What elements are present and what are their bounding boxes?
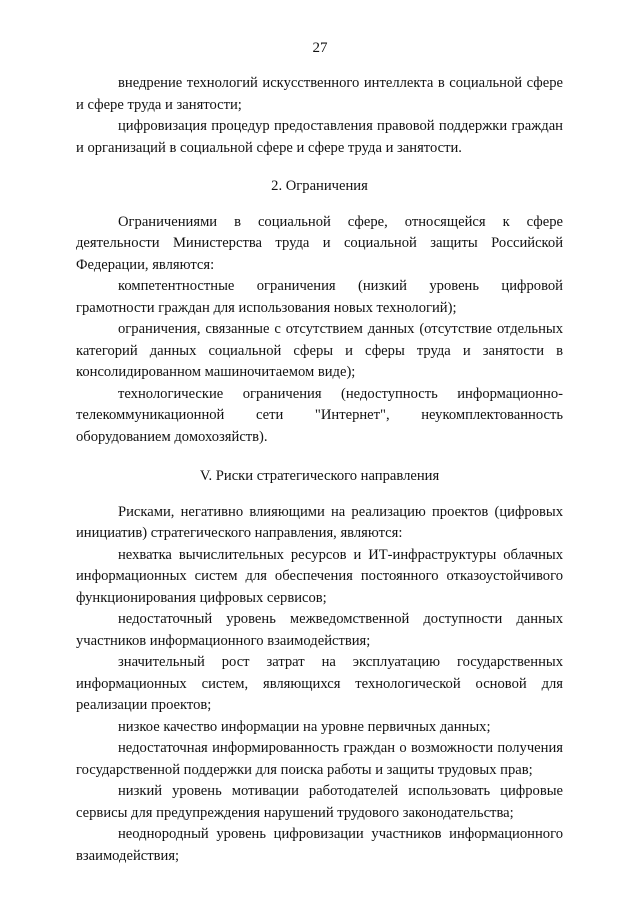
risk-item: недостаточный уровень межведомственной доступности данных участников информационного взаимодействия; (76, 611, 563, 649)
risk-item: неоднородный уровень цифровизации участников информационного взаимодействия; (76, 826, 563, 864)
intro-item: внедрение технологий искусственного интеллекта в социальной сфере и сфере труда и занятости; (76, 75, 563, 113)
risk-item: недостаточная информированность граждан о возможности получения государственной поддержки для поиска работы и защиты трудовых прав; (76, 740, 563, 778)
section-heading-restrictions: 2. Ограничения (271, 178, 368, 194)
intro-item: цифровизация процедур предоставления правовой поддержки граждан и организаций в социальной сфере и сфере труда и занятости. (76, 118, 563, 156)
risk-item: низкое качество информации на уровне первичных данных; (118, 718, 491, 735)
risk-item: нехватка вычислительных ресурсов и ИТ-инфраструктуры облачных информационных систем для обеспечения постоянного отказоустойчивого функционирования цифровых сервисов; (76, 546, 563, 606)
restriction-item: компетентностные ограничения (низкий уровень цифровой грамотности граждан для использования новых технологий); (76, 278, 563, 316)
page-content (76, 73, 563, 867)
page-number: 27 (312, 40, 328, 56)
risk-item: низкий уровень мотивации работодателей использовать цифровые сервисы для предупреждения нарушений трудового законодательства; (76, 783, 563, 821)
risk-item: значительный рост затрат на эксплуатацию государственных информационных систем, являющихся технологической основой для реализации проектов; (76, 654, 563, 713)
restrictions-intro: Ограничениями в социальной сфере, относящейся к сфере деятельности Министерства труда и социальной защиты Российской Федерации, являются: (76, 213, 563, 273)
restriction-item: ограничения, связанные с отсутствием данных (отсутствие отдельных категорий данных социальной сферы и сферы труда и занятости в консолидированном машиночитаемом виде); (76, 321, 563, 380)
restriction-item: технологические ограничения (недоступность информационно-телекоммуникационной сети "Интернет", неукомплектованность оборудованием домохозяйств). (76, 385, 563, 445)
section-heading-risks: V. Риски стратегического направления (199, 468, 440, 484)
risks-intro: Рисками, негативно влияющими на реализацию проектов (цифровых инициатив) стратегического направления, являются: (76, 503, 563, 541)
